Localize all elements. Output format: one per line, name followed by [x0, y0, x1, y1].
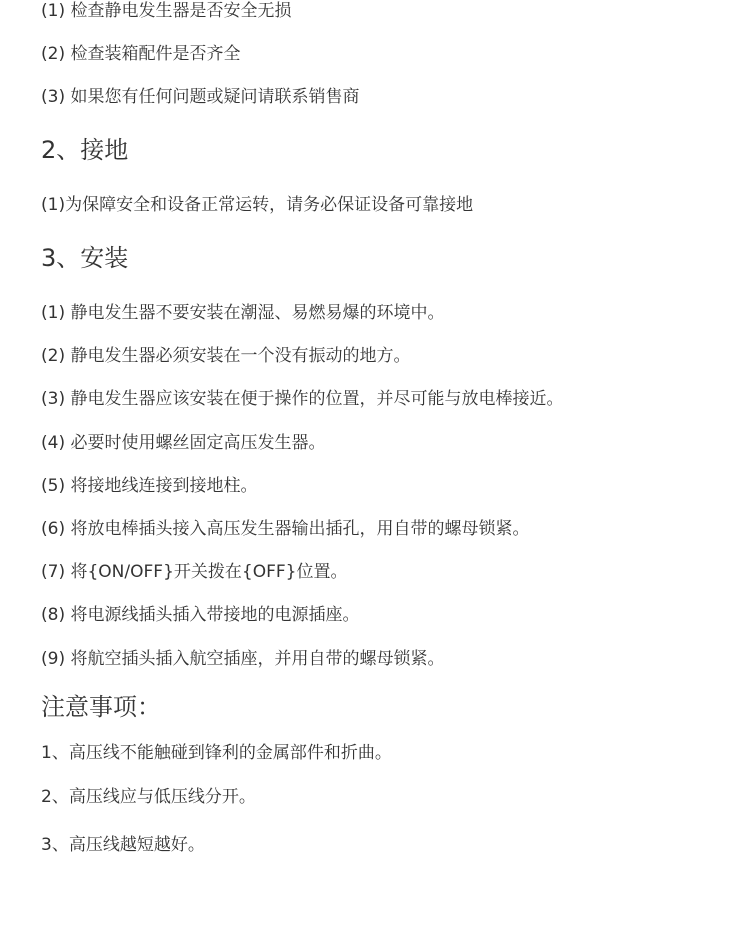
grounding-item-1: (1)为保障安全和设备正常运转，请务必保证设备可靠接地 — [41, 195, 474, 215]
notes-item-1: 1、高压线不能触碰到锋利的金属部件和折曲。 — [41, 743, 392, 763]
inspection-item-3: (3) 如果您有任何问题或疑问请联系销售商 — [41, 87, 360, 107]
section-heading-grounding: 2、接地 — [41, 136, 129, 164]
installation-item-2: (2) 静电发生器必须安装在一个没有振动的地方。 — [41, 346, 411, 366]
installation-item-3: (3) 静电发生器应该安装在便于操作的位置，并尽可能与放电棒接近。 — [41, 389, 564, 409]
installation-item-8: (8) 将电源线插头插入带接地的电源插座。 — [41, 605, 360, 625]
installation-item-9: (9) 将航空插头插入航空插座，并用自带的螺母锁紧。 — [41, 649, 445, 669]
installation-item-5: (5) 将接地线连接到接地柱。 — [41, 476, 258, 496]
installation-item-4: (4) 必要时使用螺丝固定高压发生器。 — [41, 433, 326, 453]
section-heading-installation: 3、安装 — [41, 244, 129, 272]
installation-item-7: (7) 将{ON/OFF}开关拨在{OFF}位置。 — [41, 562, 348, 582]
installation-item-1: (1) 静电发生器不要安装在潮湿、易燃易爆的环境中。 — [41, 303, 445, 323]
notes-item-3: 3、高压线越短越好。 — [41, 835, 205, 855]
notes-item-2: 2、高压线应与低压线分开。 — [41, 787, 256, 807]
installation-item-6: (6) 将放电棒插头接入高压发生器输出插孔，用自带的螺母锁紧。 — [41, 519, 530, 539]
inspection-item-2: (2) 检查装箱配件是否齐全 — [41, 44, 241, 64]
section-heading-notes: 注意事项： — [41, 693, 161, 721]
inspection-item-1: (1) 检查静电发生器是否安全无损 — [41, 1, 292, 21]
